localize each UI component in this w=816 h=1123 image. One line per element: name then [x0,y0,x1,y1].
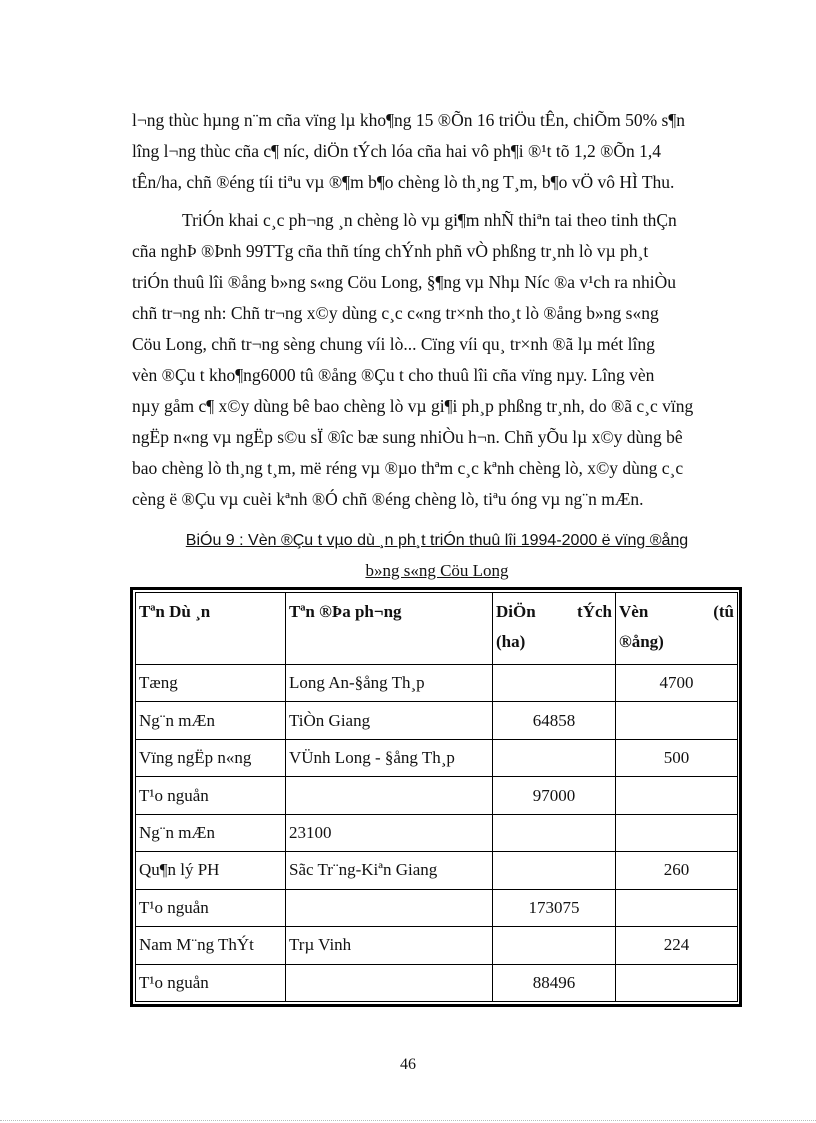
cell-area [493,927,616,964]
header-project-name: Tªn Dù ¸n [136,593,286,665]
cell-locality [286,889,493,926]
cell-capital [616,814,738,851]
cell-capital: 224 [616,927,738,964]
table-header-row [136,593,738,665]
cell-capital: 260 [616,852,738,889]
cell-locality: 23100 [286,814,493,851]
table-title [132,526,742,586]
header-capital-word-1: Vèn [619,602,649,621]
data-table-frame [130,587,742,1007]
cell-locality: Trµ Vinh [286,927,493,964]
header-area-word-1: DiÖn [496,602,536,621]
cell-capital: 4700 [616,665,738,702]
cell-capital: 500 [616,739,738,776]
table-row [136,777,738,814]
text-line: cèng ë ®Çu vµ cuèi kªnh ®Ó chñ ®éng chèng lò, tiªu óng vµ ng¨n mÆn. [132,489,644,509]
cell-area [493,665,616,702]
text-line: Cöu Long, chñ tr¬ng sèng chung víi lò... Cïng víi qu¸ tr×nh ®ã lµ mét lîng [132,334,655,354]
data-table [135,592,738,1002]
cell-project-name: Tæng [136,665,286,702]
header-locality: Tªn ®Þa ph¬ng [286,593,493,665]
cell-locality: VÜnh Long - §ång Th¸p [286,739,493,776]
header-area-unit: (ha) [496,632,526,651]
table-title-line-1: BiÓu 9 : Vèn ®Çu t vµo dù ¸n ph¸t triÓn thuû lîi 1994-2000 ë vïng ®ång [185,532,689,549]
cell-locality: Long An-§ång Th¸p [286,665,493,702]
text-line: nµy gåm c¶ x©y dùng bê bao chèng lò vµ gi¶i ph¸p phßng tr¸nh, do ®ã c¸c vïng [132,396,694,416]
text-line: chñ tr¬ng nh: Chñ tr¬ng x©y dùng c¸c c«ng tr×nh tho¸t lò ®ång b»ng s«ng [132,303,659,323]
header-capital-unit: ®ång) [619,632,664,651]
cell-capital [616,964,738,1002]
cell-capital [616,889,738,926]
cell-area: 97000 [493,777,616,814]
text-line: triÓn thuû lîi ®ång b»ng s«ng Cöu Long, §¶ng vµ Nhµ Níc ®a v¹ch ra nhiÒu [132,272,677,292]
table-row [136,702,738,739]
table-row [136,927,738,964]
cell-area: 88496 [493,964,616,1002]
text-line: l¬ng thùc hµng n¨m cña vïng lµ kho¶ng 15 ®Õn 16 triÖu tÊn, chiÕm 50% s¶n [132,110,686,130]
cell-area: 64858 [493,702,616,739]
cell-locality: Sãc Tr¨ng-Kiªn Giang [286,852,493,889]
cell-locality [286,777,493,814]
text-line: lîng l¬ng thùc cña c¶ níc, diÖn tÝch lóa cña hai vô ph¶i ®¹t tõ 1,2 ®Õn 1,4 [132,141,661,161]
text-line: tÊn/ha, chñ ®éng tíi tiªu vµ ®¶m b¶o chèng lò th¸ng T¸m, b¶o vÖ vô HÌ Thu. [132,172,675,192]
table-row [136,852,738,889]
cell-capital [616,702,738,739]
cell-project-name: Nam M¨ng ThÝt [136,927,286,964]
cell-project-name: Ng¨n mÆn [136,702,286,739]
cell-project-name: Qu¶n lý PH [136,852,286,889]
text-line: TriÓn khai c¸c ph¬ng ¸n chèng lò vµ gi¶m nhÑ thiªn tai theo tinh thÇn [182,210,677,230]
text-line: vèn ®Çu t kho¶ng6000 tû ®ång ®Çu t cho thuû lîi cña vïng nµy. Lîng vèn [132,365,655,385]
page-bottom-divider [0,1120,816,1121]
cell-project-name: Vïng ngËp n«ng [136,739,286,776]
cell-project-name: Ng¨n mÆn [136,814,286,851]
cell-project-name: T¹o nguån [136,889,286,926]
cell-area [493,852,616,889]
paragraph-1 [132,105,744,198]
cell-locality: TiÒn Giang [286,702,493,739]
table-row [136,814,738,851]
page-number: 46 [400,1056,416,1073]
header-area [493,593,616,665]
header-area-word-2: tÝch [577,602,612,621]
header-capital [616,593,738,665]
paragraph-2 [132,205,744,515]
cell-area [493,739,616,776]
cell-project-name: T¹o nguån [136,964,286,1002]
text-line: ngËp n«ng vµ ngËp s©u sÏ ®îc bæ sung nhiÒu h¬n. Chñ yÕu lµ x©y dùng bê [132,427,683,447]
cell-area: 173075 [493,889,616,926]
table-row [136,889,738,926]
table-title-line-2: b»ng s«ng Cöu Long [365,561,509,580]
table-row [136,665,738,702]
header-capital-word-2: (tû [713,602,734,621]
cell-capital [616,777,738,814]
table-row [136,964,738,1002]
text-line: bao chèng lò th¸ng t¸m, më réng vµ ®µo thªm c¸c kªnh chèng lò, x©y dùng c¸c [132,458,684,478]
cell-area [493,814,616,851]
text-line: cña nghÞ ®Þnh 99TTg cña thñ tíng chÝnh phñ vÒ phßng tr¸nh lò vµ ph¸t [132,241,649,261]
cell-locality [286,964,493,1002]
cell-project-name: T¹o nguån [136,777,286,814]
table-row [136,739,738,776]
